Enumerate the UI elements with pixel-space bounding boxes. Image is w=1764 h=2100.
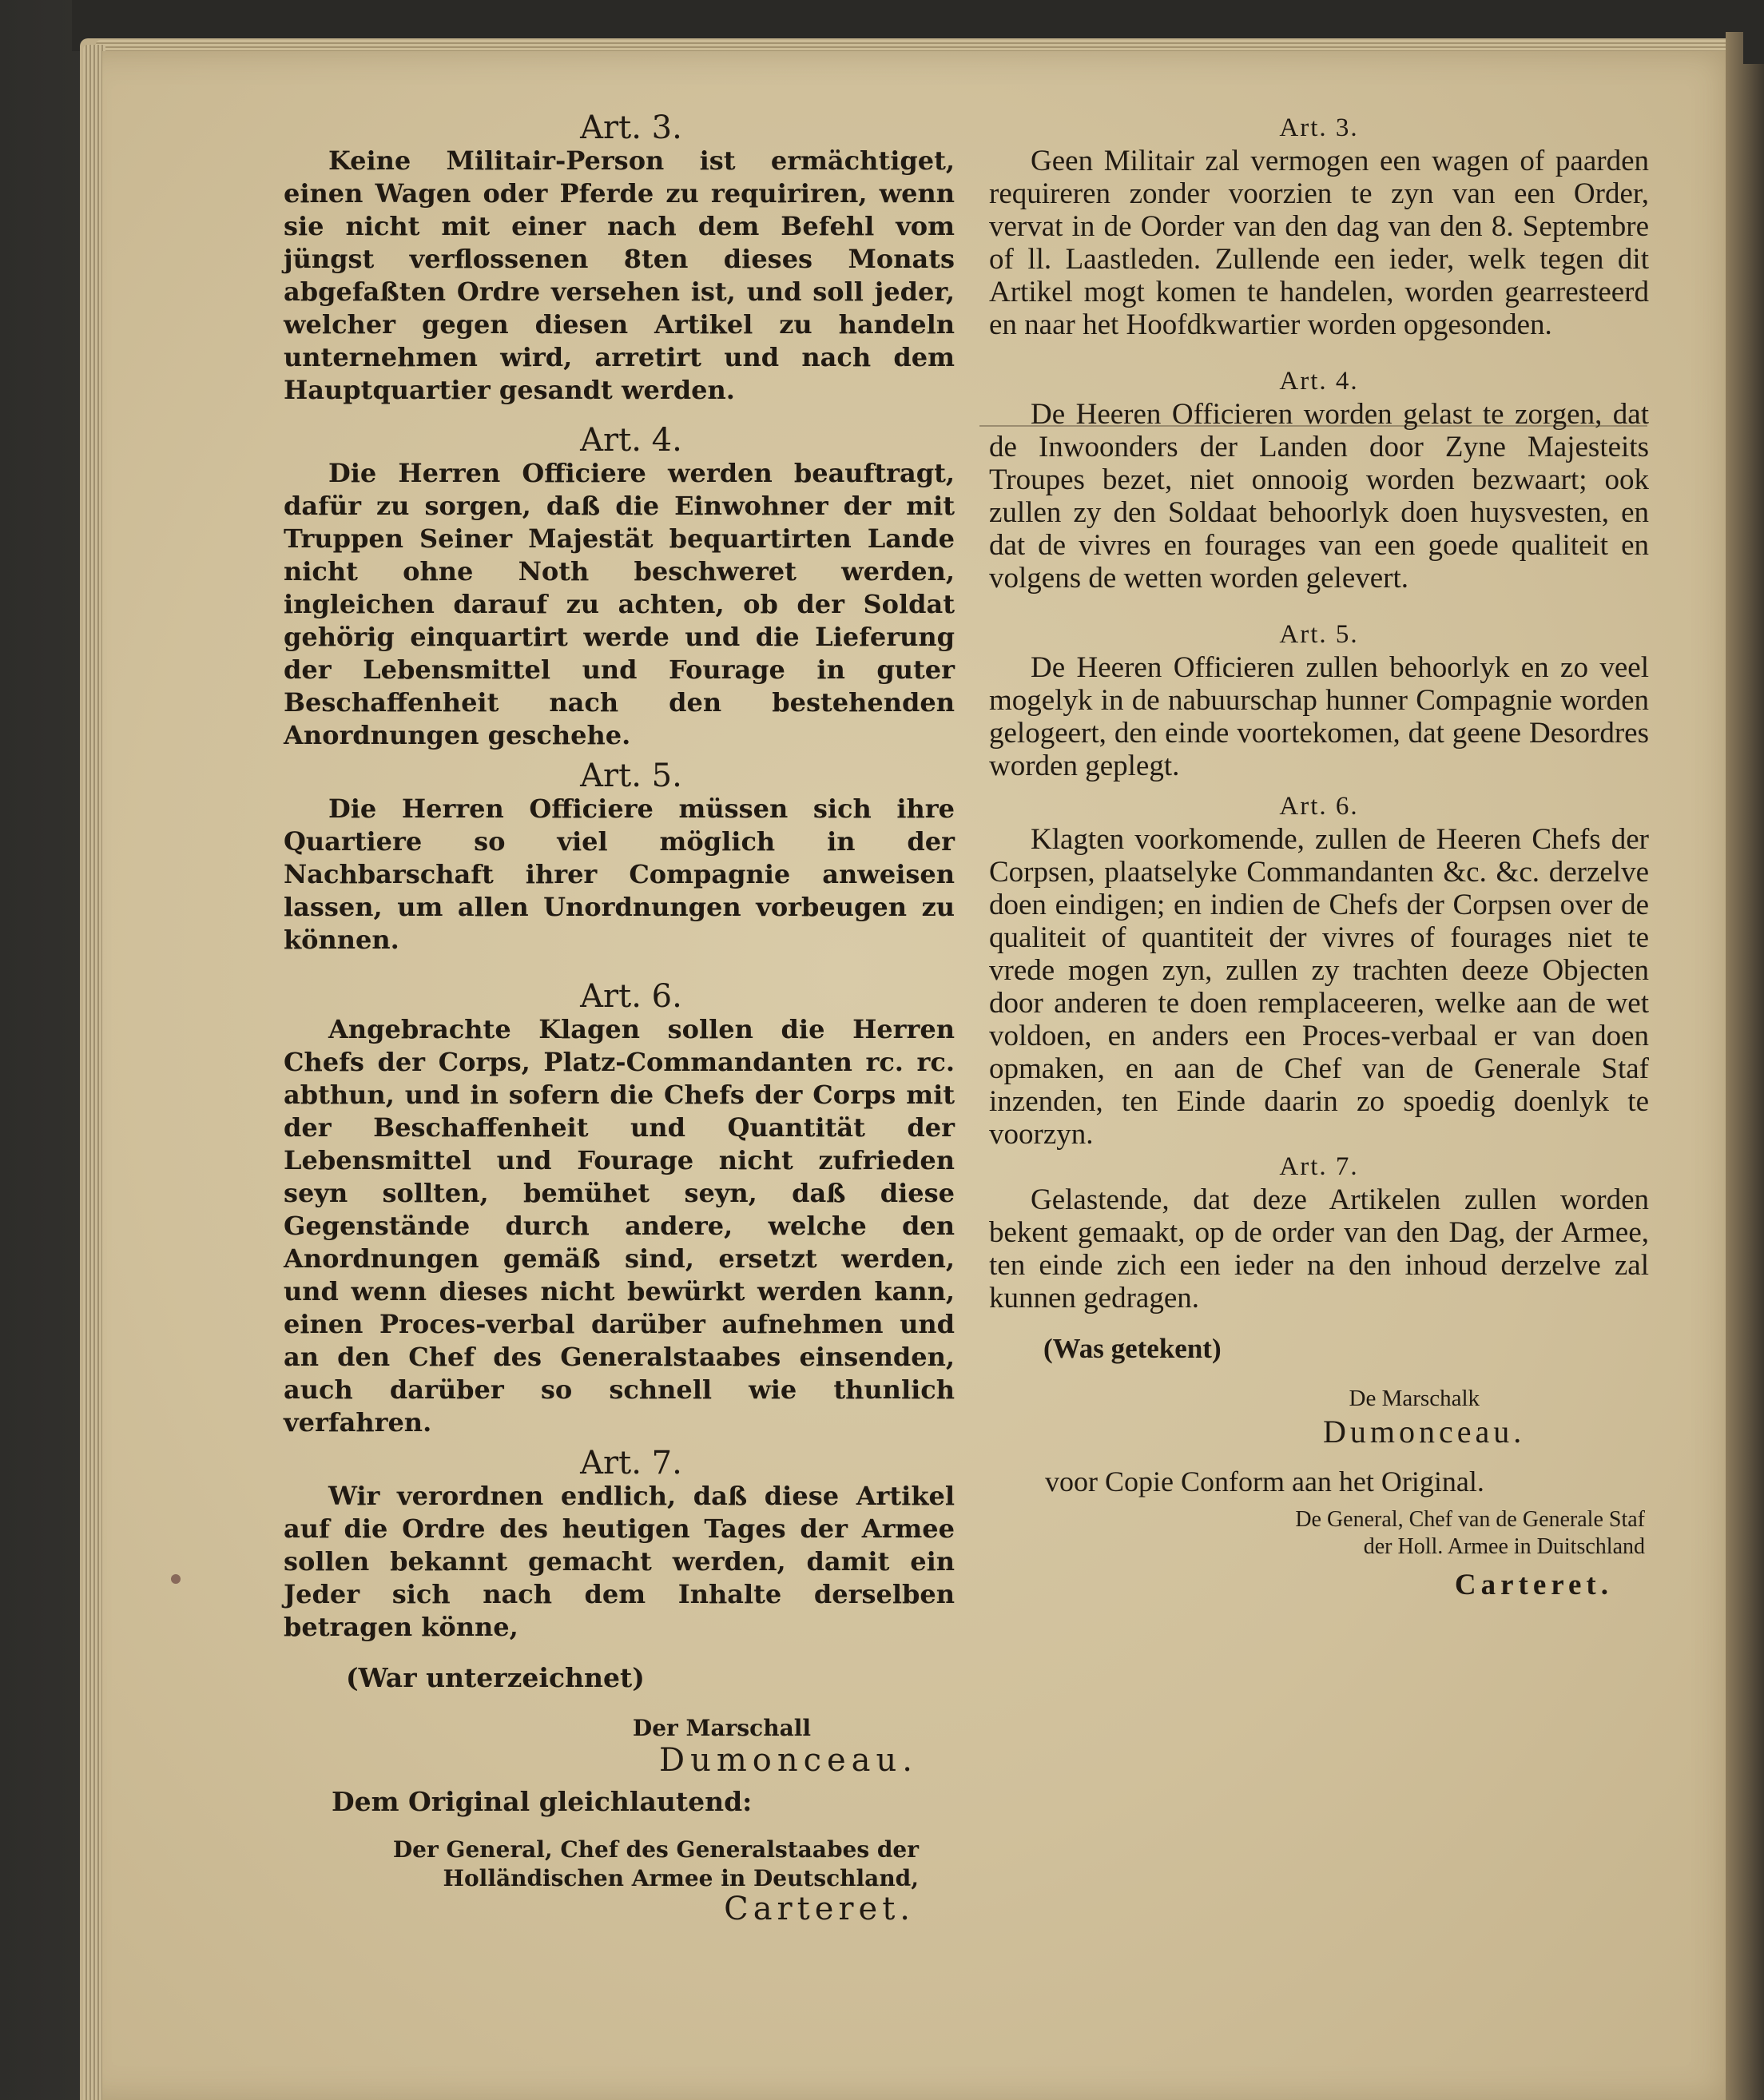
article-text: De Heeren Officieren zullen behoorlyk en zo veel mogelyk in de nabuurschap hunner Compagnie worden gelogeert, den einde voortekomen, dat geene Desordres worden geplegt. — [989, 651, 1649, 782]
article-text: Klagten voorkomende, zullen de Heeren Chefs der Corpsen, plaatselyke Commandanten &c. &c. derzelve doen eindigen; en indien de Chefs der Corpsen over de qualiteit of quantiteit der vivres of fourages niet te vrede mogen zyn, zullen zy trachten deeze Objecten door anderen te doen remplaceeren, welke aan de wet voldoen, en anders een Proces-verbaal er van doen opmaken, en aan de Chef van de Generale Staf inzenden, ten Einde daarin zo spoedig doenlyk te voorzyn. — [989, 823, 1649, 1151]
article-text: Wir verordnen endlich, daß diese Artikel auf die Ordre des heutigen Tages der Armee sollen bekannt gemacht werden, damit ein Jeder sich nach dem Inhalte derselben betragen könne, — [284, 1481, 955, 1642]
signatory-role: Der Marschall — [632, 1715, 811, 1741]
article-heading: Art. 4. — [1279, 367, 1359, 396]
article-heading: Art. 7. — [580, 1445, 682, 1482]
article-text: Gelastende, dat deze Artikelen zullen worden bekent gemaakt, op de order van den Dag, der Armee, ten einde zich een ieder na den inhoud derzelve zal kunnen gedragen. — [989, 1183, 1649, 1314]
signed-note: (War unterzeichnet) — [346, 1662, 645, 1693]
signature-title-line: Holländischen Armee in Deutschland, — [443, 1865, 919, 1891]
article-text: Keine Militair-Person ist ermächtiget, einen Wagen oder Pferde zu requiriren, wenn sie nicht mit einer nach dem Befehl vom jüngst verflossenen 8ten dieses Monats abgefaßten Ordre versehen ist, und soll jeder, welcher gegen diesen Artikel zu handeln unternehmen wird, arretirt und nach dem Hauptquartier gesandt werden. — [284, 145, 955, 405]
signature-title-line: De General, Chef van de Generale Staf — [1295, 1507, 1645, 1532]
dutch-column — [989, 112, 1649, 1601]
german-column — [284, 109, 955, 1927]
conformity-note: voor Copie Conform aan het Original. — [1045, 1466, 1484, 1497]
article-heading: Art. 4. — [580, 422, 682, 459]
article-text: Die Herren Officiere werden beauftragt, dafür zu sorgen, daß die Einwohner der mit Truppen Seiner Majestät bequartirten Lande nicht ohne Noth beschweret werden, ingleichen darauf zu achten, ob der Soldat gehörig einquartirt werde und die Lieferung der Lebensmittel und Fourage in guter Beschaffenheit nach den bestehenden Anordnungen geschehe. — [284, 458, 955, 750]
article-heading: Art. 5. — [1279, 620, 1359, 649]
signatory-name: Dumonceau. — [1323, 1414, 1526, 1450]
signed-note: (Was getekent) — [1043, 1333, 1222, 1364]
final-signatory-name: Carteret. — [724, 1891, 915, 1927]
page-gutter — [1726, 32, 1764, 2100]
article-heading: Art. 5. — [580, 758, 682, 794]
article-text: Die Herren Officiere müssen sich ihre Quartiere so viel möglich in der Nachbarschaft ihrer Compagnie anweisen lassen, um allen Unordnungen vorbeugen zu können. — [284, 793, 955, 955]
signature-title-line: der Holl. Armee in Duitschland — [1363, 1534, 1645, 1559]
ink-stain — [171, 1574, 181, 1584]
article-heading: Art. 3. — [1279, 113, 1359, 142]
signatory-role: De Marschalk — [1349, 1386, 1480, 1411]
article-heading: Art. 3. — [580, 109, 682, 146]
article-heading: Art. 7. — [1279, 1152, 1359, 1181]
article-heading: Art. 6. — [580, 978, 682, 1015]
signature-title-line: Der General, Chef des Generalstaabes der — [392, 1836, 919, 1863]
binding-edge — [1743, 16, 1764, 64]
conformity-note: Dem Original gleichlautend: — [332, 1786, 753, 1817]
article-text: Geen Militair zal vermogen een wagen of paarden requireren zonder voorzien te zyn van een Order, vervat in de Oorder van den dag van den 8. Septembre of ll. Laastleden. Zullende een ieder, welk tegen dit Artikel mogt komen te handelen, worden gearresteerd en naar het Hoofdkwartier worden opgesonden. — [989, 145, 1649, 341]
final-signatory-name: Carteret. — [1454, 1569, 1613, 1601]
article-heading: Art. 6. — [1279, 792, 1359, 821]
signatory-name: Dumonceau. — [659, 1742, 919, 1779]
article-text: Angebrachte Klagen sollen die Herren Chefs der Corps, Platz-Commandanten rc. rc. abthun, und in sofern die Chefs der Corps mit der Beschaffenheit und Quantität der Lebensmittel und Fourage nicht zufrieden seyn sollten, bemühet seyn, daß diese Gegenstände durch andere, welche den Anordnungen gemäß sind, ersetzt werden, und wenn dieses nicht bewürkt werden kann, einen Proces-verbal darüber aufnehmen und an den Chef des Generalstaabes einsenden, auch darüber so schnell wie thunlich verfahren. — [284, 1014, 955, 1438]
article-text: De Heeren Officieren worden gelast te zorgen, dat de Inwoonders der Landen door Zyne Majesteits Troupes bezet, niet onnooig worden bezwaart; ook zullen zy den Soldaat behoorlyk doen huysvesten, en dat de vivres en fourages van een goede qualiteit en volgens de wetten worden gelevert. — [989, 398, 1649, 595]
